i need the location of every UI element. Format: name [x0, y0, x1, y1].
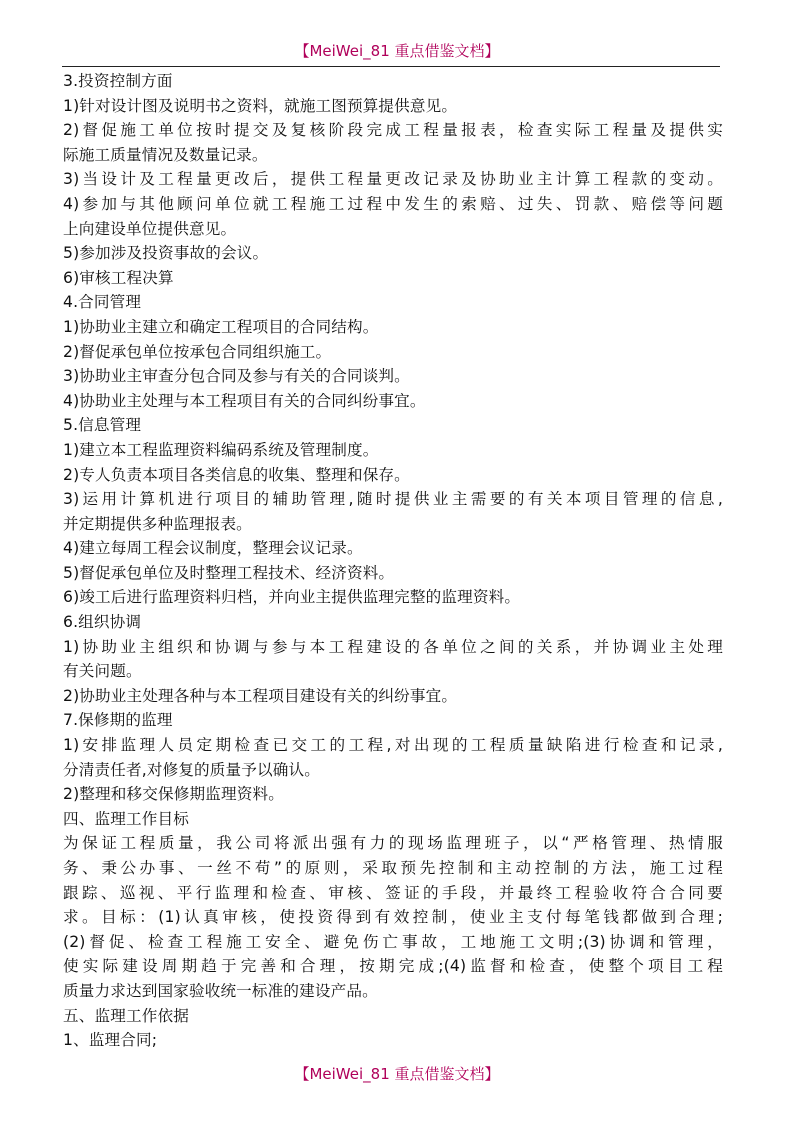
text-line: 上向建设单位提供意见。: [63, 219, 237, 238]
text-line: 五、监理工作依据: [63, 1006, 189, 1025]
document-body: [63, 69, 723, 1053]
text-line: 为保证工程质量，我公司将派出强有力的现场监理班子，以“严格管理、热情服: [63, 834, 723, 853]
text-line: 2)督促承包单位按承包合同组织施工。: [63, 342, 332, 361]
text-line: 2)整理和移交保修期监理资料。: [63, 785, 284, 804]
text-line: 3.投资控制方面: [63, 72, 173, 90]
page-header: 【MeiWei_81 重点借鉴文档】: [294, 42, 500, 60]
text-line: 4)参加与其他顾问单位就工程施工过程中发生的索赔、过失、罚款、赔偿等问题: [63, 194, 723, 213]
text-line: (2)督促、检查工程施工安全、避免伤亡事故，工地施工文明;(3)协调和管理，: [63, 932, 723, 951]
text-line: 4)建立每周工程会议制度，整理会议记录。: [63, 539, 363, 558]
text-line: 4)协助业主处理与本工程项目有关的合同纠纷事宜。: [63, 391, 426, 410]
text-line: 5)参加涉及投资事故的会议。: [63, 244, 269, 263]
text-line: 3)运用计算机进行项目的辅助管理,随时提供业主需要的有关本项目管理的信息,: [63, 490, 723, 509]
page-footer: 【MeiWei_81 重点借鉴文档】: [294, 1065, 500, 1083]
text-line: 5)督促承包单位及时整理工程技术、经济资料。: [63, 563, 395, 582]
text-line: 1)协助业主建立和确定工程项目的合同结构。: [63, 317, 379, 336]
text-line: 求。目标：(1)认真审核，使投资得到有效控制，使业主支付每笔钱都做到合理;: [63, 908, 723, 927]
text-line: 3)协助业主审查分包合同及参与有关的合同谈判。: [63, 367, 410, 386]
text-line: 质量力求达到国家验收统一标准的建设产品。: [63, 981, 378, 1000]
text-line: 5.信息管理: [63, 416, 142, 435]
text-line: 2)专人负责本项目各类信息的收集、整理和保存。: [63, 465, 410, 484]
text-line: 6)竣工后进行监理资料归档，并向业主提供监理完整的监理资料。: [63, 588, 521, 607]
text-line: 1、监理合同;: [63, 1031, 158, 1050]
text-line: 1)安排监理人员定期检查已交工的工程,对出现的工程质量缺陷进行检查和记录,: [63, 736, 723, 755]
text-line: 6.组织协调: [63, 613, 142, 632]
header-divider: [62, 66, 720, 67]
text-line: 6)审核工程决算: [63, 268, 174, 287]
text-line: 分清责任者,对修复的质量予以确认。: [63, 760, 321, 779]
text-line: 跟踪、巡视、平行监理和检查、审核、签证的手段，并最终工程验收符合合同要: [63, 883, 723, 902]
text-line: 务、秉公办事、一丝不苟”的原则，采取预先控制和主动控制的方法，施工过程: [63, 859, 723, 877]
text-line: 2)督促施工单位按时提交及复核阶段完成工程量报表，检查实际工程量及提供实: [63, 121, 723, 140]
text-line: 使实际建设周期趋于完善和合理，按期完成;(4)监督和检查，使整个项目工程: [63, 957, 723, 976]
text-line: 四、监理工作目标: [63, 809, 189, 828]
text-line: 1)针对设计图及说明书之资料，就施工图预算提供意见。: [63, 96, 458, 115]
text-line: 1)建立本工程监理资料编码系统及管理制度。: [63, 440, 379, 459]
text-line: 3)当设计及工程量更改后，提供工程量更改记录及协助业主计算工程款的变动。: [63, 170, 723, 189]
text-line: 4.合同管理: [63, 293, 142, 312]
text-line: 1)协助业主组织和协调与参与本工程建设的各单位之间的关系，并协调业主处理: [63, 637, 723, 656]
text-line: 并定期提供多种监理报表。: [63, 514, 252, 533]
text-line: 有关问题。: [63, 662, 142, 681]
text-line: 2)协助业主处理各种与本工程项目建设有关的纠纷事宜。: [63, 686, 458, 705]
text-line: 际施工质量情况及数量记录。: [63, 145, 268, 164]
text-line: 7.保修期的监理: [63, 711, 173, 730]
